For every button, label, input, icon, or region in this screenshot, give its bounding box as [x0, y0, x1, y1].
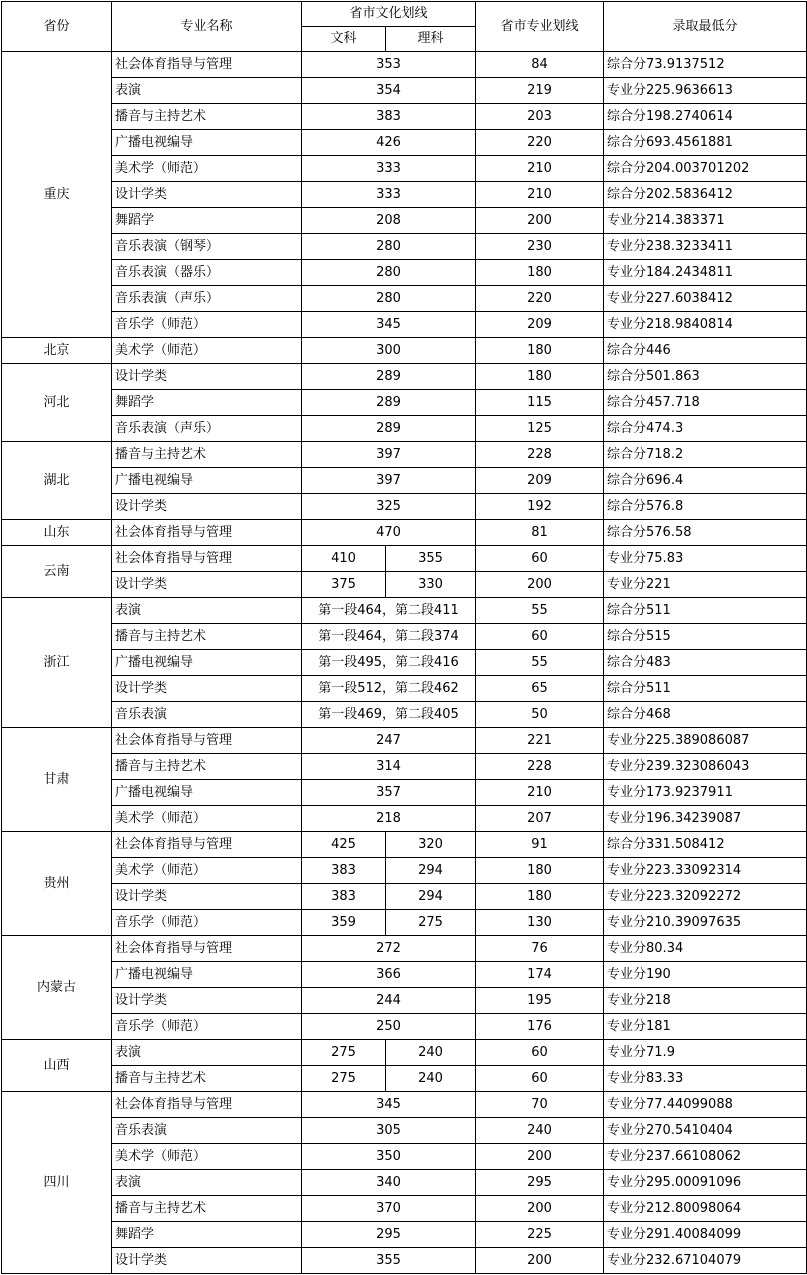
culture-line-cell: 333: [302, 182, 476, 208]
major-line-cell: 174: [476, 962, 604, 988]
culture-line-cell: 第一段464，第二段411: [302, 598, 476, 624]
table-row: [2, 546, 807, 572]
major-cell: 广播电视编导: [112, 468, 302, 494]
table-row: [2, 936, 807, 962]
liberal-line-cell: 383: [302, 884, 386, 910]
min-score-cell: 综合分696.4: [604, 468, 807, 494]
culture-line-cell: 289: [302, 416, 476, 442]
province-cell: 云南: [2, 546, 112, 598]
table-row: [2, 130, 807, 156]
major-line-cell: 176: [476, 1014, 604, 1040]
table-row: [2, 312, 807, 338]
liberal-line-cell: 359: [302, 910, 386, 936]
major-cell: 设计学类: [112, 676, 302, 702]
min-score-cell: 综合分73.9137512: [604, 52, 807, 78]
major-line-cell: 91: [476, 832, 604, 858]
major-line-cell: 220: [476, 130, 604, 156]
culture-line-cell: 333: [302, 156, 476, 182]
major-line-cell: 180: [476, 260, 604, 286]
min-score-cell: 综合分198.2740614: [604, 104, 807, 130]
culture-line-cell: 305: [302, 1118, 476, 1144]
major-line-cell: 195: [476, 988, 604, 1014]
table-row: [2, 806, 807, 832]
major-line-cell: 60: [476, 624, 604, 650]
table-row: [2, 286, 807, 312]
major-line-cell: 240: [476, 1118, 604, 1144]
header-culture-line: 省市文化划线: [302, 2, 476, 27]
province-cell: 贵州: [2, 832, 112, 936]
culture-line-cell: 208: [302, 208, 476, 234]
min-score-cell: 专业分291.40084099: [604, 1222, 807, 1248]
science-line-cell: 240: [386, 1040, 476, 1066]
culture-line-cell: 272: [302, 936, 476, 962]
min-score-cell: 专业分223.32092272: [604, 884, 807, 910]
table-row: [2, 1092, 807, 1118]
major-line-cell: 125: [476, 416, 604, 442]
culture-line-cell: 350: [302, 1144, 476, 1170]
min-score-cell: 专业分238.3233411: [604, 234, 807, 260]
table-row: [2, 364, 807, 390]
science-line-cell: 330: [386, 572, 476, 598]
culture-line-cell: 397: [302, 442, 476, 468]
min-score-cell: 专业分181: [604, 1014, 807, 1040]
header-liberal-arts: 文科: [302, 27, 386, 52]
min-score-cell: 综合分511: [604, 598, 807, 624]
major-line-cell: 210: [476, 182, 604, 208]
major-cell: 播音与主持艺术: [112, 1196, 302, 1222]
table-row: [2, 624, 807, 650]
min-score-cell: 综合分202.5836412: [604, 182, 807, 208]
liberal-line-cell: 375: [302, 572, 386, 598]
science-line-cell: 320: [386, 832, 476, 858]
table-row: [2, 1248, 807, 1274]
table-row: [2, 78, 807, 104]
table-row: [2, 962, 807, 988]
culture-line-cell: 366: [302, 962, 476, 988]
major-line-cell: 200: [476, 1248, 604, 1274]
culture-line-cell: 325: [302, 494, 476, 520]
major-cell: 广播电视编导: [112, 962, 302, 988]
min-score-cell: 专业分270.5410404: [604, 1118, 807, 1144]
major-cell: 社会体育指导与管理: [112, 52, 302, 78]
min-score-cell: 专业分225.389086087: [604, 728, 807, 754]
province-cell: 山西: [2, 1040, 112, 1092]
min-score-cell: 专业分227.6038412: [604, 286, 807, 312]
major-cell: 设计学类: [112, 364, 302, 390]
major-cell: 设计学类: [112, 494, 302, 520]
culture-line-cell: 218: [302, 806, 476, 832]
science-line-cell: 240: [386, 1066, 476, 1092]
culture-line-cell: 第一段495，第二段416: [302, 650, 476, 676]
min-score-cell: 专业分75.83: [604, 546, 807, 572]
table-row: [2, 208, 807, 234]
table-header: [2, 2, 807, 52]
major-cell: 社会体育指导与管理: [112, 832, 302, 858]
culture-line-cell: 355: [302, 1248, 476, 1274]
table-body: [2, 52, 807, 1274]
min-score-cell: 专业分210.39097635: [604, 910, 807, 936]
min-score-cell: 综合分331.508412: [604, 832, 807, 858]
major-line-cell: 180: [476, 338, 604, 364]
table-row: [2, 156, 807, 182]
table-row: [2, 754, 807, 780]
province-cell: 浙江: [2, 598, 112, 728]
min-score-cell: 专业分77.44099088: [604, 1092, 807, 1118]
province-cell: 甘肃: [2, 728, 112, 832]
major-cell: 舞蹈学: [112, 208, 302, 234]
table-row: [2, 910, 807, 936]
header-major: 专业名称: [112, 2, 302, 52]
major-cell: 播音与主持艺术: [112, 104, 302, 130]
major-line-cell: 200: [476, 1144, 604, 1170]
major-line-cell: 60: [476, 1066, 604, 1092]
min-score-cell: 专业分196.34239087: [604, 806, 807, 832]
table-row: [2, 416, 807, 442]
min-score-cell: 综合分515: [604, 624, 807, 650]
major-cell: 表演: [112, 1040, 302, 1066]
major-line-cell: 76: [476, 936, 604, 962]
major-cell: 社会体育指导与管理: [112, 520, 302, 546]
admission-score-table: [1, 1, 807, 1274]
major-cell: 广播电视编导: [112, 650, 302, 676]
science-line-cell: 294: [386, 884, 476, 910]
table-row: [2, 442, 807, 468]
culture-line-cell: 370: [302, 1196, 476, 1222]
min-score-cell: 专业分221: [604, 572, 807, 598]
min-score-cell: 专业分71.9: [604, 1040, 807, 1066]
major-line-cell: 220: [476, 286, 604, 312]
province-cell: 河北: [2, 364, 112, 442]
min-score-cell: 综合分576.8: [604, 494, 807, 520]
province-cell: 山东: [2, 520, 112, 546]
major-line-cell: 192: [476, 494, 604, 520]
table-row: [2, 182, 807, 208]
major-cell: 音乐学（师范）: [112, 1014, 302, 1040]
science-line-cell: 294: [386, 858, 476, 884]
major-line-cell: 180: [476, 364, 604, 390]
table-row: [2, 468, 807, 494]
major-line-cell: 65: [476, 676, 604, 702]
major-line-cell: 210: [476, 780, 604, 806]
table-row: [2, 520, 807, 546]
major-line-cell: 200: [476, 572, 604, 598]
min-score-cell: 综合分457.718: [604, 390, 807, 416]
table-row: [2, 650, 807, 676]
culture-line-cell: 426: [302, 130, 476, 156]
min-score-cell: 综合分718.2: [604, 442, 807, 468]
major-cell: 音乐表演（钢琴）: [112, 234, 302, 260]
min-score-cell: 综合分693.4561881: [604, 130, 807, 156]
min-score-cell: 专业分190: [604, 962, 807, 988]
major-cell: 广播电视编导: [112, 780, 302, 806]
table-row: [2, 676, 807, 702]
culture-line-cell: 280: [302, 234, 476, 260]
table-row: [2, 702, 807, 728]
table-row: [2, 234, 807, 260]
min-score-cell: 专业分225.9636613: [604, 78, 807, 104]
major-cell: 表演: [112, 1170, 302, 1196]
liberal-line-cell: 383: [302, 858, 386, 884]
table-row: [2, 1014, 807, 1040]
major-cell: 播音与主持艺术: [112, 624, 302, 650]
table-row: [2, 338, 807, 364]
major-line-cell: 221: [476, 728, 604, 754]
min-score-cell: 专业分212.80098064: [604, 1196, 807, 1222]
table-row: [2, 1066, 807, 1092]
culture-line-cell: 357: [302, 780, 476, 806]
min-score-cell: 综合分483: [604, 650, 807, 676]
science-line-cell: 275: [386, 910, 476, 936]
major-line-cell: 228: [476, 442, 604, 468]
major-cell: 表演: [112, 78, 302, 104]
liberal-line-cell: 275: [302, 1066, 386, 1092]
major-cell: 音乐表演: [112, 1118, 302, 1144]
major-line-cell: 210: [476, 156, 604, 182]
culture-line-cell: 383: [302, 104, 476, 130]
major-cell: 设计学类: [112, 1248, 302, 1274]
major-cell: 播音与主持艺术: [112, 442, 302, 468]
major-cell: 播音与主持艺术: [112, 1066, 302, 1092]
liberal-line-cell: 410: [302, 546, 386, 572]
major-line-cell: 203: [476, 104, 604, 130]
major-cell: 设计学类: [112, 884, 302, 910]
min-score-cell: 综合分511: [604, 676, 807, 702]
min-score-cell: 专业分218: [604, 988, 807, 1014]
table-row: [2, 832, 807, 858]
min-score-cell: 专业分80.34: [604, 936, 807, 962]
table-row: [2, 572, 807, 598]
min-score-cell: 专业分237.66108062: [604, 1144, 807, 1170]
major-line-cell: 209: [476, 468, 604, 494]
table-row: [2, 1144, 807, 1170]
min-score-cell: 专业分232.67104079: [604, 1248, 807, 1274]
major-line-cell: 180: [476, 858, 604, 884]
min-score-cell: 综合分204.003701202: [604, 156, 807, 182]
major-cell: 美术学（师范）: [112, 806, 302, 832]
header-science: 理科: [386, 27, 476, 52]
major-line-cell: 230: [476, 234, 604, 260]
major-cell: 社会体育指导与管理: [112, 546, 302, 572]
table-row: [2, 884, 807, 910]
major-cell: 舞蹈学: [112, 1222, 302, 1248]
major-cell: 设计学类: [112, 572, 302, 598]
table-row: [2, 52, 807, 78]
min-score-cell: 综合分576.58: [604, 520, 807, 546]
culture-line-cell: 345: [302, 312, 476, 338]
culture-line-cell: 280: [302, 260, 476, 286]
table-row: [2, 1196, 807, 1222]
major-cell: 社会体育指导与管理: [112, 728, 302, 754]
culture-line-cell: 247: [302, 728, 476, 754]
culture-line-cell: 295: [302, 1222, 476, 1248]
culture-line-cell: 345: [302, 1092, 476, 1118]
table-row: [2, 104, 807, 130]
table-row: [2, 1040, 807, 1066]
liberal-line-cell: 275: [302, 1040, 386, 1066]
major-cell: 音乐表演（声乐）: [112, 286, 302, 312]
province-cell: 北京: [2, 338, 112, 364]
major-cell: 舞蹈学: [112, 390, 302, 416]
major-cell: 表演: [112, 598, 302, 624]
major-line-cell: 228: [476, 754, 604, 780]
major-line-cell: 295: [476, 1170, 604, 1196]
province-cell: 内蒙古: [2, 936, 112, 1040]
min-score-cell: 综合分446: [604, 338, 807, 364]
culture-line-cell: 353: [302, 52, 476, 78]
culture-line-cell: 397: [302, 468, 476, 494]
culture-line-cell: 第一段469，第二段405: [302, 702, 476, 728]
major-line-cell: 130: [476, 910, 604, 936]
major-cell: 音乐表演（器乐）: [112, 260, 302, 286]
major-line-cell: 60: [476, 546, 604, 572]
major-cell: 音乐表演: [112, 702, 302, 728]
science-line-cell: 355: [386, 546, 476, 572]
major-line-cell: 84: [476, 52, 604, 78]
major-cell: 音乐学（师范）: [112, 312, 302, 338]
major-line-cell: 207: [476, 806, 604, 832]
culture-line-cell: 354: [302, 78, 476, 104]
major-line-cell: 180: [476, 884, 604, 910]
culture-line-cell: 289: [302, 390, 476, 416]
major-cell: 音乐学（师范）: [112, 910, 302, 936]
table-row: [2, 780, 807, 806]
major-line-cell: 55: [476, 598, 604, 624]
min-score-cell: 专业分214.383371: [604, 208, 807, 234]
province-cell: 重庆: [2, 52, 112, 338]
major-cell: 美术学（师范）: [112, 156, 302, 182]
culture-line-cell: 314: [302, 754, 476, 780]
min-score-cell: 专业分83.33: [604, 1066, 807, 1092]
culture-line-cell: 470: [302, 520, 476, 546]
min-score-cell: 综合分501.863: [604, 364, 807, 390]
major-line-cell: 219: [476, 78, 604, 104]
table-row: [2, 1222, 807, 1248]
min-score-cell: 专业分223.33092314: [604, 858, 807, 884]
table-row: [2, 390, 807, 416]
min-score-cell: 综合分474.3: [604, 416, 807, 442]
min-score-cell: 专业分295.00091096: [604, 1170, 807, 1196]
culture-line-cell: 244: [302, 988, 476, 1014]
major-line-cell: 81: [476, 520, 604, 546]
culture-line-cell: 289: [302, 364, 476, 390]
header-major-line: 省市专业划线: [476, 2, 604, 52]
major-line-cell: 70: [476, 1092, 604, 1118]
culture-line-cell: 280: [302, 286, 476, 312]
major-cell: 社会体育指导与管理: [112, 1092, 302, 1118]
major-cell: 广播电视编导: [112, 130, 302, 156]
table-row: [2, 858, 807, 884]
major-line-cell: 209: [476, 312, 604, 338]
province-cell: 四川: [2, 1092, 112, 1274]
major-cell: 设计学类: [112, 182, 302, 208]
table-row: [2, 1170, 807, 1196]
culture-line-cell: 第一段464，第二段374: [302, 624, 476, 650]
province-cell: 湖北: [2, 442, 112, 520]
major-cell: 美术学（师范）: [112, 858, 302, 884]
header-min-score: 录取最低分: [604, 2, 807, 52]
liberal-line-cell: 425: [302, 832, 386, 858]
table-row: [2, 988, 807, 1014]
major-line-cell: 200: [476, 1196, 604, 1222]
major-cell: 音乐表演（声乐）: [112, 416, 302, 442]
min-score-cell: 专业分184.2434811: [604, 260, 807, 286]
min-score-cell: 综合分468: [604, 702, 807, 728]
major-line-cell: 115: [476, 390, 604, 416]
min-score-cell: 专业分218.9840814: [604, 312, 807, 338]
major-line-cell: 55: [476, 650, 604, 676]
header-province: 省份: [2, 2, 112, 52]
culture-line-cell: 340: [302, 1170, 476, 1196]
culture-line-cell: 第一段512，第二段462: [302, 676, 476, 702]
culture-line-cell: 300: [302, 338, 476, 364]
major-line-cell: 60: [476, 1040, 604, 1066]
major-cell: 社会体育指导与管理: [112, 936, 302, 962]
major-line-cell: 200: [476, 208, 604, 234]
major-line-cell: 225: [476, 1222, 604, 1248]
major-cell: 播音与主持艺术: [112, 754, 302, 780]
min-score-cell: 专业分239.323086043: [604, 754, 807, 780]
major-line-cell: 50: [476, 702, 604, 728]
major-cell: 美术学（师范）: [112, 338, 302, 364]
culture-line-cell: 250: [302, 1014, 476, 1040]
table-row: [2, 598, 807, 624]
table-row: [2, 494, 807, 520]
table-row: [2, 728, 807, 754]
min-score-cell: 专业分173.9237911: [604, 780, 807, 806]
major-cell: 设计学类: [112, 988, 302, 1014]
table-row: [2, 260, 807, 286]
major-cell: 美术学（师范）: [112, 1144, 302, 1170]
table-row: [2, 1118, 807, 1144]
